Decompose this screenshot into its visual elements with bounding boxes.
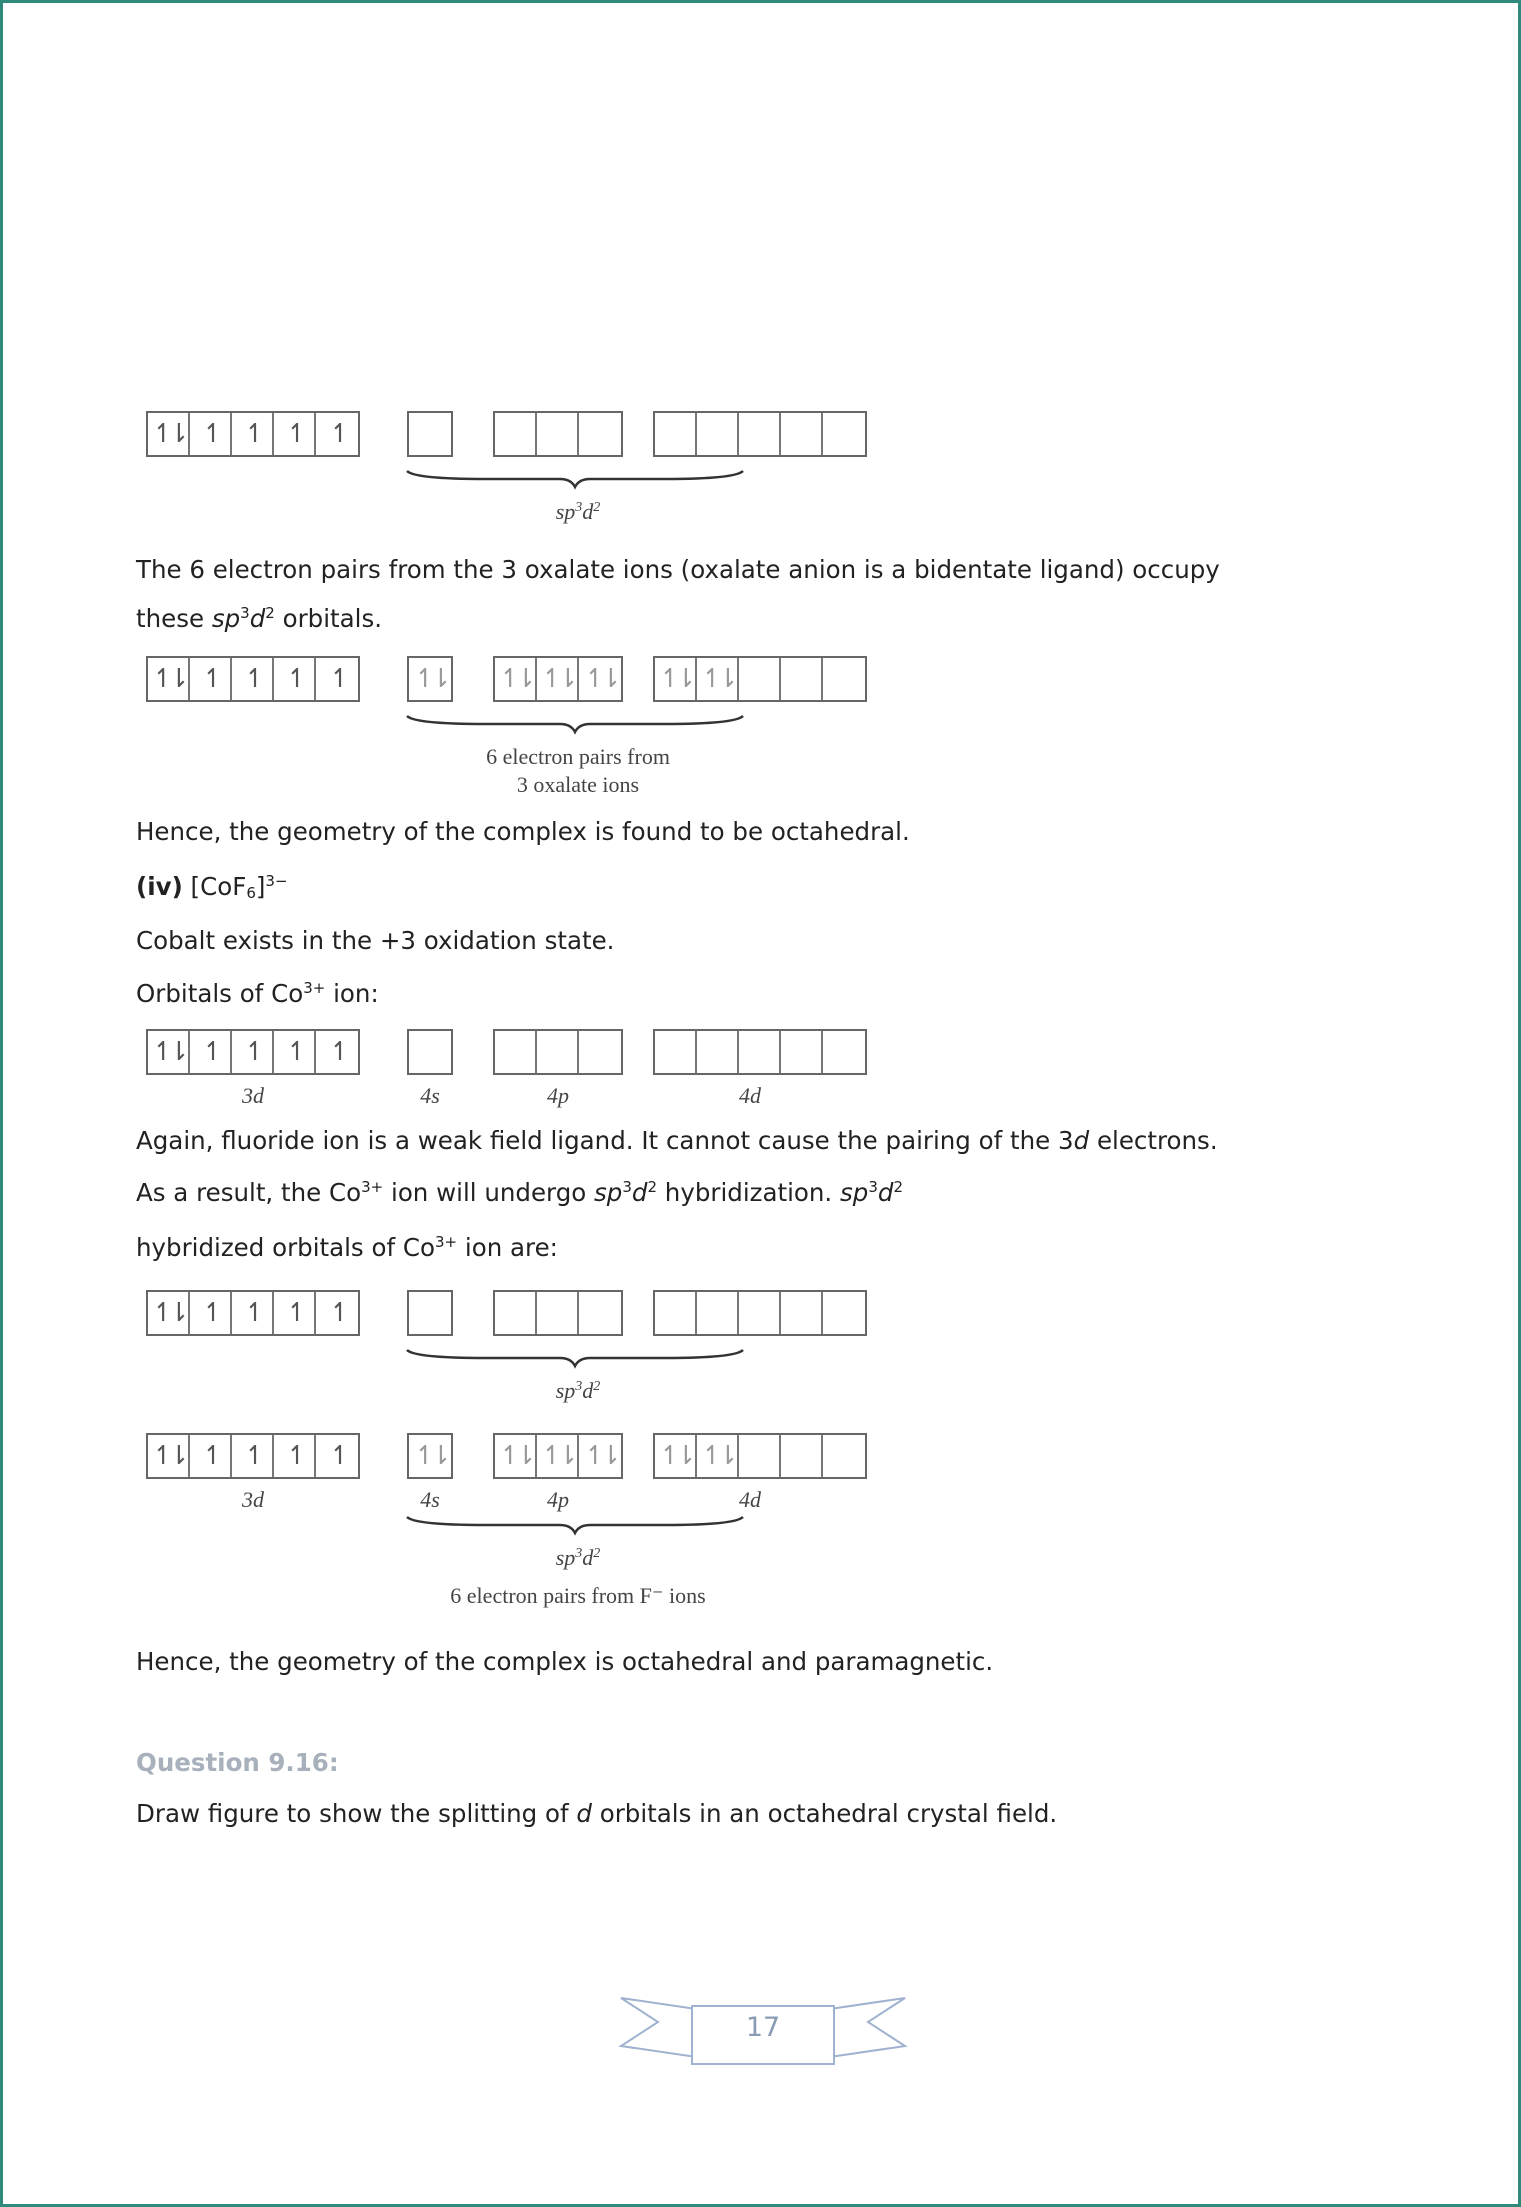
orbital-box-ligand: ↿⇂ [495,1435,537,1477]
text-segment: these [136,604,212,633]
orbital-box-ligand: ↿⇂ [697,1435,739,1477]
orbital-box-empty [697,1292,739,1334]
orbital-box-up: ↿ [232,1292,274,1334]
orbital-label: 4s [420,1487,440,1512]
orbital-group [146,1433,360,1479]
orbital-box-empty [739,658,781,700]
sp3d2-hybrid-diagram-oxalate [3,411,1521,524]
orbital-box-empty [409,1031,451,1073]
paragraph [136,555,1220,585]
text-segment: Hence, the geometry of the complex is octahedral and paramagnetic. [136,1647,994,1676]
orbital-box-up: ↿ [232,1435,274,1477]
page-number-banner [618,1988,908,2068]
orbital-box-ligand: ↿⇂ [584,1441,616,1471]
text-segment: d [631,1178,648,1207]
orbital-group [407,1290,453,1336]
text-segment: 3 [240,604,250,622]
orbital-box-up: ↿ [274,1031,316,1073]
orbital-label: 4d [739,1083,761,1108]
text-segment: Question 9.16: [136,1748,339,1777]
orbital-box-up: ↿ [329,1037,345,1067]
orbital-group [493,656,623,702]
orbital-box-empty [823,413,865,455]
text-segment: As a result, the Co [136,1178,362,1207]
orbital-label: 4s [420,1083,440,1108]
orbital-box-pair: ↿⇂ [148,658,190,700]
orbital-box-up: ↿ [274,1292,316,1334]
orbital-box-up: ↿ [274,658,316,700]
orbital-box-empty [537,1292,579,1334]
text-segment: sp [840,1178,869,1207]
orbital-label: 3d [242,1487,264,1512]
text-segment: hybridized orbitals of Co [136,1233,435,1262]
text-segment: d [249,604,266,633]
orbital-group [407,411,453,457]
orbital-box-empty [781,1292,823,1334]
orbital-group [146,1290,360,1336]
orbital-label: 4p [547,1083,569,1108]
orbital-group [653,1433,867,1479]
text-segment: 2 [893,1178,903,1196]
orbital-box-empty [495,1292,537,1334]
orbital-box-empty [739,1435,781,1477]
text-segment: Cobalt exists in the +3 oxidation state. [136,926,615,955]
text-segment: 3 [622,1178,632,1196]
brace-label: $sp^3d^2$ [555,1378,601,1403]
orbital-box-empty [739,413,781,455]
paragraph [136,1178,903,1208]
orbital-box-empty [655,1031,697,1073]
orbital-box-ligand: ↿⇂ [537,1435,579,1477]
orbital-box-ligand: ↿⇂ [655,1435,697,1477]
question-heading [136,1748,339,1778]
orbital-group [493,1029,623,1075]
orbital-box-up: ↿ [329,419,345,449]
brace-icon [405,714,745,736]
orbital-box-empty [739,1292,781,1334]
orbital-label: 4d [739,1487,761,1512]
orbital-box-empty [781,658,823,700]
orbital-group [146,411,360,457]
paragraph [136,1799,1057,1829]
brace-icon [405,1348,745,1370]
text-segment: Hence, the geometry of the complex is found to be octahedral. [136,817,910,846]
orbital-group [493,1433,623,1479]
orbital-box-pair: ↿⇂ [148,1292,190,1334]
orbital-box-up: ↿ [329,1298,345,1328]
orbital-box-up: ↿ [190,658,232,700]
orbital-box-ligand: ↿⇂ [537,658,579,700]
text-segment: ] [255,872,266,901]
paragraph [136,1233,558,1263]
orbital-box-pair: ↿⇂ [148,413,190,455]
text-segment: ion: [325,979,379,1008]
fluoride-electron-pairs-diagram [3,1433,1521,1608]
text-segment: Again, fluoride ion is a weak field ligand. It cannot cause the pairing of the 3 [136,1126,1074,1155]
orbital-box-empty [823,1435,865,1477]
orbital-box-empty [823,1292,865,1334]
orbital-label: 4p [547,1487,569,1512]
orbital-box-ligand: ↿⇂ [655,658,697,700]
orbital-box-empty [579,413,621,455]
text-segment: hybridization. [657,1178,840,1207]
orbital-group [407,656,453,702]
text-segment: Draw figure to show the splitting of [136,1799,577,1828]
text-segment: [CoF [182,872,247,901]
paragraph [136,926,614,956]
brace-label: $sp^3d^2$ [555,499,601,524]
orbital-group [653,656,867,702]
orbital-box-empty [495,413,537,455]
orbital-box-empty [495,1031,537,1073]
orbital-box-ligand: ↿⇂ [584,664,616,694]
orbital-group [653,1029,867,1075]
co3-sp3d2-hybrid-diagram [3,1290,1521,1403]
orbital-box-empty [823,1031,865,1073]
orbital-box-ligand: ↿⇂ [414,664,446,694]
orbital-box-pair: ↿⇂ [148,1435,190,1477]
text-segment: Orbitals of Co [136,979,304,1008]
text-segment: 3+ [303,979,326,997]
orbital-group [146,1029,360,1075]
text-segment: (iv) [136,872,183,901]
text-segment: The 6 electron pairs from the 3 oxalate ions (oxalate anion is a bidentate ligand) occupy [136,555,1220,584]
orbital-group [407,1433,453,1479]
orbital-group [146,656,360,702]
brace-label: $sp^3d^2$ [555,1545,601,1570]
text-segment: sp [594,1178,623,1207]
orbital-box-empty [781,1435,823,1477]
brace-label: 6 electron pairs from [486,744,670,769]
brace-icon [405,1515,745,1537]
text-segment: 2 [647,1178,658,1196]
text-segment: 3− [265,872,288,890]
orbital-group [653,1290,867,1336]
text-segment: ion are: [457,1233,558,1262]
orbital-box-ligand: ↿⇂ [414,1441,446,1471]
orbital-box-up: ↿ [329,1441,345,1471]
orbital-box-empty [697,1031,739,1073]
orbital-box-empty [781,1031,823,1073]
orbital-box-empty [579,1031,621,1073]
orbital-box-empty [655,413,697,455]
orbital-label: 3d [242,1083,264,1108]
text-segment: 3 [868,1178,878,1196]
orbital-box-empty [537,1031,579,1073]
orbital-group [493,411,623,457]
orbital-box-empty [409,1292,451,1334]
orbital-box-up: ↿ [232,658,274,700]
orbital-box-empty [781,413,823,455]
text-segment: electrons. [1089,1126,1218,1155]
oxalate-electron-pairs-diagram [3,656,1521,797]
co3-orbitals-diagram [3,1029,1521,1108]
orbital-box-empty [697,413,739,455]
paragraph [136,872,288,902]
text-segment: 6 [246,884,256,902]
orbital-box-up: ↿ [274,413,316,455]
orbital-box-empty [739,1031,781,1073]
orbital-box-empty [655,1292,697,1334]
orbital-box-up: ↿ [190,1031,232,1073]
orbital-box-up: ↿ [190,1292,232,1334]
paragraph [136,1126,1218,1156]
page-number: 17 [745,2012,781,2043]
orbital-box-up: ↿ [190,413,232,455]
paragraph [136,604,382,634]
orbital-group [407,1029,453,1075]
text-segment: d [1073,1126,1090,1155]
orbital-box-up: ↿ [329,664,345,694]
text-segment: d [576,1799,592,1828]
text-segment: d [877,1178,894,1207]
text-segment: 3+ [361,1178,384,1196]
orbital-group [653,411,867,457]
text-segment: orbitals in an octahedral crystal field. [591,1799,1058,1828]
brace-icon [405,469,745,491]
text-segment: orbitals. [274,604,383,633]
orbital-box-empty [537,413,579,455]
orbital-box-empty [579,1292,621,1334]
brace-label: 3 oxalate ions [516,772,640,797]
paragraph [136,817,910,847]
orbital-box-up: ↿ [274,1435,316,1477]
text-segment: ion will undergo [383,1178,595,1207]
orbital-box-empty [409,413,451,455]
brace-label: 6 electron pairs from F⁻ ions [450,1583,706,1608]
text-segment: sp [211,604,241,633]
orbital-box-ligand: ↿⇂ [697,658,739,700]
text-segment: 3+ [435,1233,458,1251]
orbital-box-pair: ↿⇂ [148,1031,190,1073]
text-segment: 2 [265,604,275,622]
orbital-box-up: ↿ [190,1435,232,1477]
orbital-box-ligand: ↿⇂ [495,658,537,700]
orbital-group [493,1290,623,1336]
orbital-box-up: ↿ [232,413,274,455]
paragraph [136,979,379,1009]
orbital-box-up: ↿ [232,1031,274,1073]
paragraph [136,1647,993,1677]
orbital-box-empty [823,658,865,700]
